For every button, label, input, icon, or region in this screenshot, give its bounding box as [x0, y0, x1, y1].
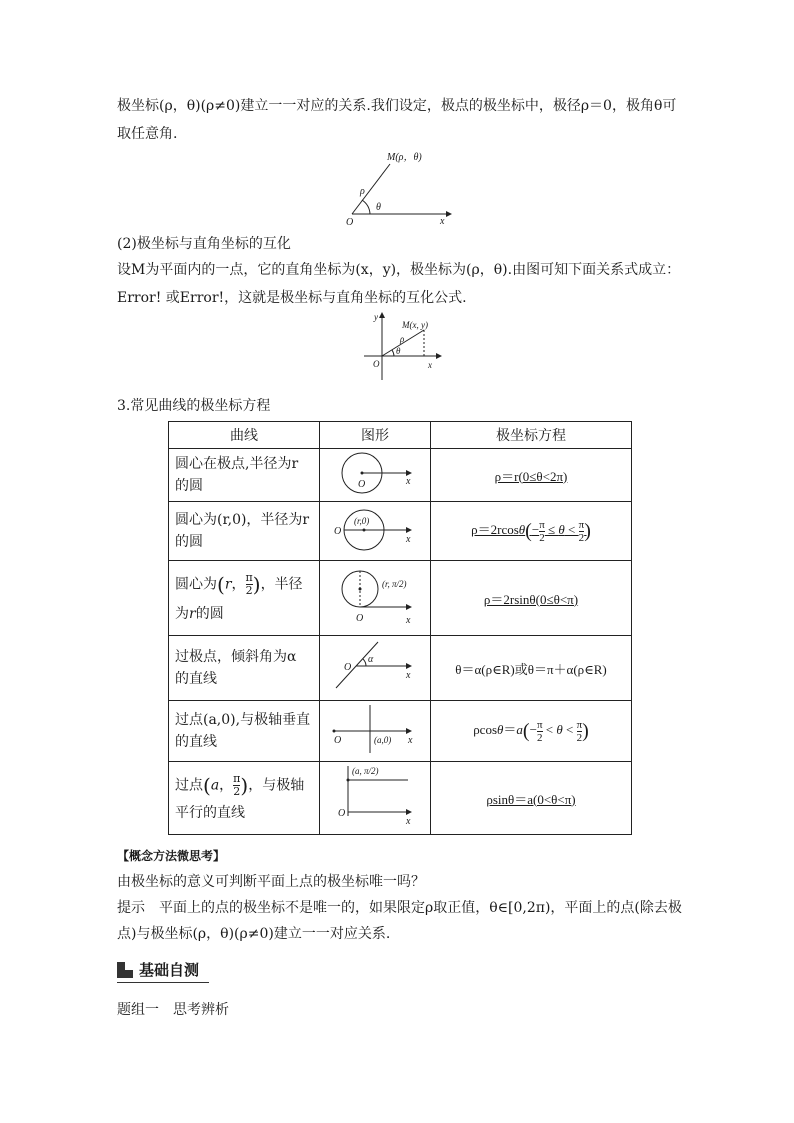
table-row — [169, 449, 632, 502]
svg-text:θ: θ — [396, 346, 401, 356]
concept-question: 由极坐标的意义可判断平面上点的极坐标唯一吗？ — [117, 874, 425, 890]
svg-text:x: x — [408, 735, 413, 746]
svg-text:O: O — [358, 479, 366, 490]
svg-text:O: O — [356, 613, 364, 624]
svg-text:x: x — [428, 360, 432, 370]
svg-text:x: x — [406, 476, 411, 487]
section3-heading: 3.常见曲线的极坐标方程 — [117, 398, 271, 414]
svg-text:(a, π/2): (a, π/2) — [352, 766, 379, 776]
equation-cell — [431, 502, 632, 561]
section-title: 基础自测 — [117, 958, 209, 984]
curve-desc: 过极点，倾斜角为α 的直线 — [169, 636, 320, 701]
header-curve: 曲线 — [169, 422, 320, 449]
question-group-title: 题组一 思考辨析 — [117, 1002, 229, 1018]
equation-cell: ρ＝r(0≤θ<2π) — [431, 449, 632, 502]
svg-text:θ: θ — [376, 202, 381, 213]
equation-cell: ρsinθ＝a(0<θ<π) — [431, 762, 632, 835]
svg-text:O: O — [373, 359, 380, 369]
svg-text:(a,0): (a,0) — [374, 735, 392, 745]
curve-desc: 过点(a,0),与极轴垂直 的直线 — [169, 701, 320, 762]
eq-vertical-line: ρcosθ＝a(− $\frac{\pi}{2}$ < θ < $\frac{\pi}{2}$ ) — [473, 718, 589, 744]
figure-cell — [320, 561, 431, 636]
table-row — [169, 762, 632, 835]
figure-cell — [320, 701, 431, 762]
curve-desc: 圆心为(r,0)，半径为r 的圆 — [169, 502, 320, 561]
header-figure: 图形 — [320, 422, 431, 449]
figure-cell — [320, 502, 431, 561]
polar-equations-table — [168, 421, 632, 835]
svg-text:x: x — [406, 816, 411, 827]
svg-text:x: x — [406, 534, 411, 545]
svg-text:x: x — [440, 216, 445, 227]
svg-text:y: y — [374, 312, 378, 322]
svg-text:O: O — [346, 217, 354, 228]
figure-cell — [320, 449, 431, 502]
svg-text:O: O — [338, 808, 346, 819]
svg-text:O: O — [334, 735, 342, 746]
para1-line2: 取任意角. — [117, 126, 178, 142]
para1-line1: 极坐标(ρ，θ)(ρ≠0)建立一一对应的关系.我们设定，极点的极坐标中，极径ρ＝0，极角θ可 — [117, 98, 677, 114]
fig1-point-label: M(ρ，θ) — [387, 152, 422, 163]
table-row — [169, 701, 632, 762]
header-equation: 极坐标方程 — [431, 422, 632, 449]
svg-text:(r,0): (r,0) — [354, 516, 370, 526]
svg-text:x: x — [406, 615, 411, 626]
svg-text:α: α — [368, 654, 374, 665]
curve-desc: 过点(a， $\frac{\pi}{2}$ )，与极轴 平行的直线 — [169, 762, 320, 835]
subsection-heading: (2)极坐标与直角坐标的互化 — [117, 236, 291, 252]
equation-cell — [431, 701, 632, 762]
table-row — [169, 636, 632, 701]
cartesian-polar-figure — [362, 310, 446, 384]
svg-text:x: x — [406, 670, 411, 681]
table-header-row — [169, 422, 632, 449]
equation-cell: ρ＝2rsinθ(0≤θ<π) — [431, 561, 632, 636]
svg-text:O: O — [344, 662, 352, 673]
table-row — [169, 502, 632, 561]
curve-desc: 圆心在极点,半径为r 的圆 — [169, 449, 320, 502]
sub2-line2: Error! 或Error!，这就是极坐标与直角坐标的互化公式. — [117, 290, 467, 306]
svg-text:M(x, y): M(x, y) — [402, 320, 428, 330]
svg-text:ρ: ρ — [360, 186, 365, 197]
curve-desc: 圆心为(r， $\frac{\pi}{2}$ )，半径 为r的圆 — [169, 561, 320, 636]
figure-cell — [320, 762, 431, 835]
svg-text:(r, π/2): (r, π/2) — [382, 579, 407, 589]
concept-tag: 【概念方法微思考】 — [117, 849, 226, 863]
svg-text:ρ: ρ — [400, 334, 405, 344]
svg-text:O: O — [334, 526, 342, 537]
figure-cell — [320, 636, 431, 701]
polar-coordinate-figure — [340, 148, 460, 228]
concept-answer-line2: 点)与极坐标(ρ，θ)(ρ≠0)建立一一对应关系. — [117, 926, 391, 942]
concept-answer-line1: 提示 平面上的点的极坐标不是唯一的，如果限定ρ取正值，θ∈[0,2π)，平面上的点(除去极 — [117, 900, 682, 916]
sub2-line1: 设M为平面内的一点，它的直角坐标为(x，y)，极坐标为(ρ，θ).由图可知下面关系式成立： — [117, 262, 681, 278]
table-row — [169, 561, 632, 636]
eq-circle-cos: ρ＝2rcosθ(− $\frac{\pi}{2}$ ≤ θ < $\frac{\pi}{2}$ ) — [471, 518, 591, 544]
equation-cell: θ＝α(ρ∈R)或θ＝π＋α(ρ∈R) — [431, 636, 632, 701]
